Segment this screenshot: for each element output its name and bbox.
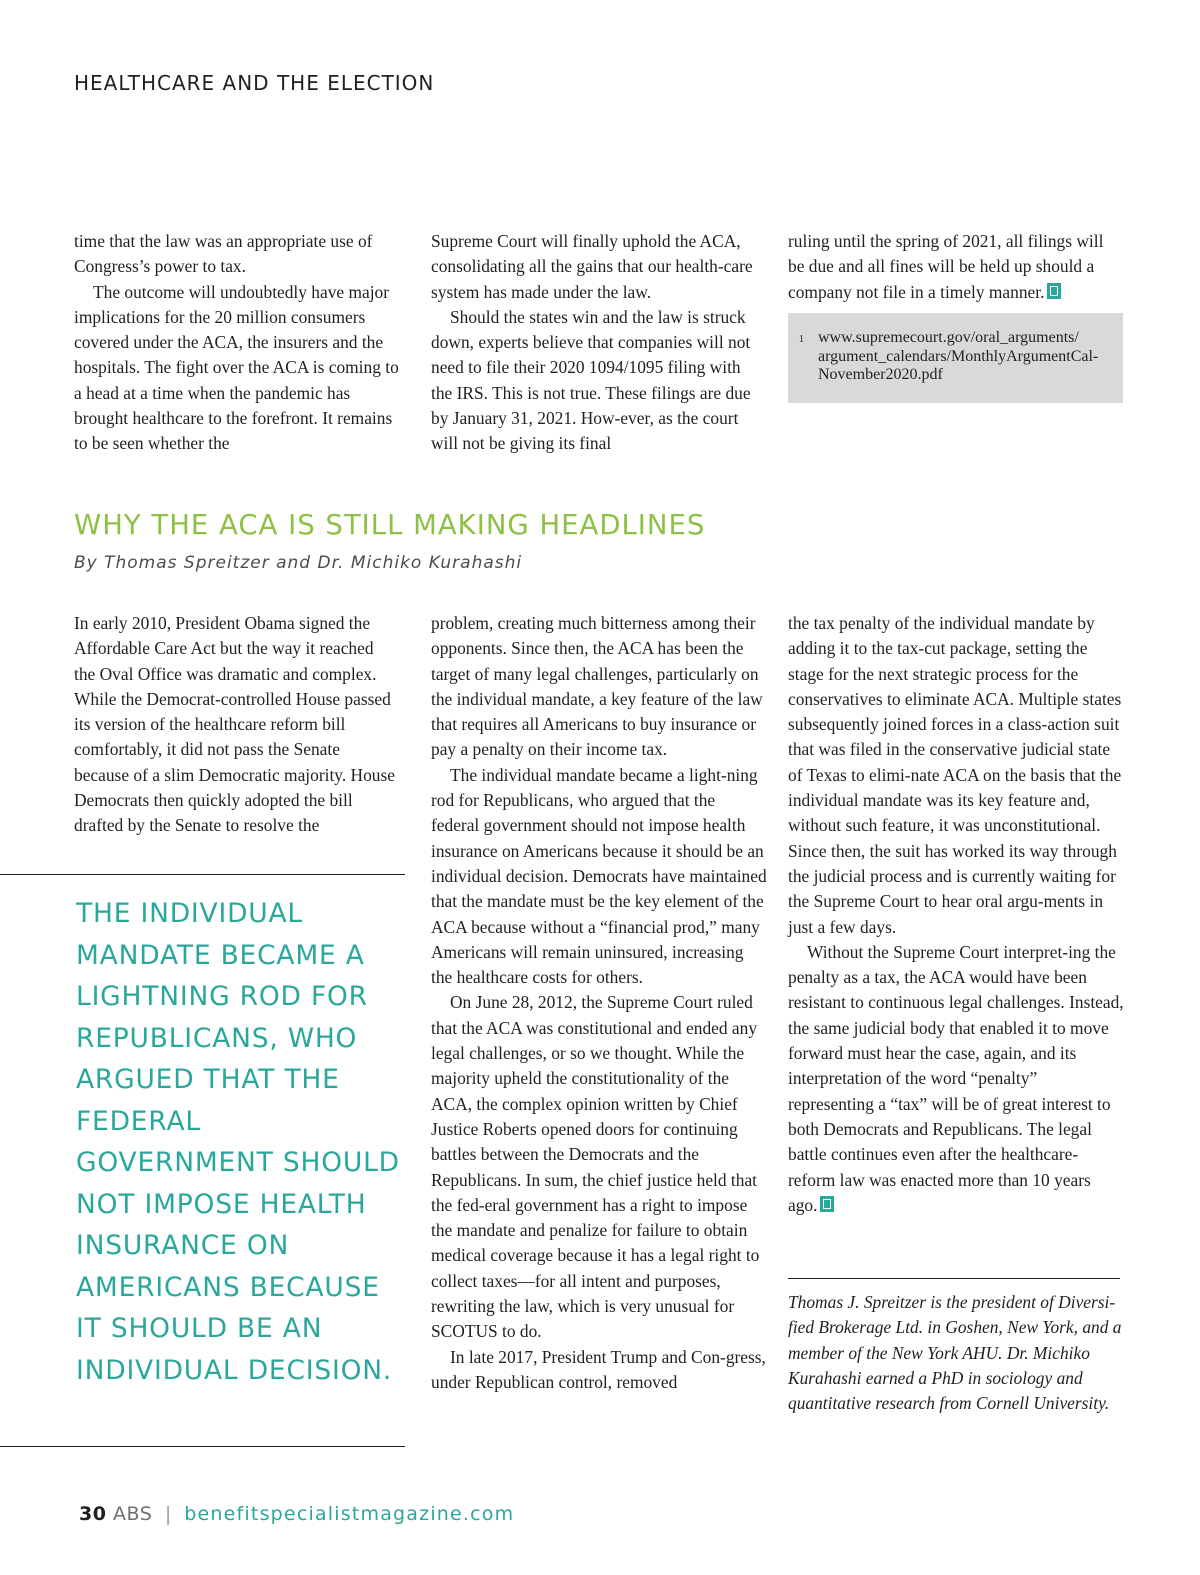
paragraph: On June 28, 2012, the Supreme Court ruled that the ACA was constitutional and ended any legal challenges, or so we thought. While the majority upheld the constitutionality of the ACA, the complex opinion written by Chief Justice Roberts opened doors for continuing battles between the Democrats and the Republicans. In sum, the chief justice held that the fed-eral government has a right to impose the mandate and penalize for failure to obtain medical coverage because it has a legal right to collect taxes—for all intent and purposes, rewriting the law, which is very unusual for SCOTUS to do. — [431, 992, 760, 1342]
paragraph: The outcome will undoubtedly have major implications for the 20 million consumers covered under the ACA, the insurers and the hospitals. The fight over the ACA is coming to a head at a time when the pandemic has brought healthcare to the forefront. It remains to be seen whether the — [74, 281, 399, 454]
article-column-2 — [431, 611, 767, 1395]
footer-url[interactable]: benefitspecialistmagazine.com — [184, 1503, 515, 1525]
pullquote-bottom-rule — [0, 1446, 405, 1447]
article-column-1 — [74, 611, 396, 839]
top-column-1 — [74, 229, 406, 457]
author-bio: Thomas J. Spreitzer is the president of Diversi-fied Brokerage Ltd. in Goshen, New York, and a member of the New York AHU. Dr. Michiko Kurahashi earned a PhD in sociology and quantitative research from Cornell University. — [788, 1292, 1122, 1414]
pullquote-top-rule — [0, 874, 405, 875]
article-column-3 — [788, 611, 1124, 1218]
paragraph: In late 2017, President Trump and Con-gress, under Republican control, removed — [431, 1346, 766, 1392]
footer-separator: | — [164, 1503, 172, 1525]
paragraph: problem, creating much bitterness among their opponents. Since then, the ACA has been the target of many legal challenges, particularly on the individual mandate, a key feature of the law that requires all Americans to buy insurance or pay a penalty on their income tax. — [431, 613, 763, 760]
footnote — [788, 313, 1123, 403]
pullquote: THE INDIVIDUAL MANDATE BECAME A LIGHTNING ROD FOR REPUBLICANS, WHO ARGUED THAT THE FEDERAL GOVERNMENT SHOULD NOT IMPOSE HEALTH INSURANCE ON AMERICANS BECAUSE IT SHOULD BE AN INDIVIDUAL DECISION. — [76, 898, 400, 1386]
bio-rule — [788, 1278, 1120, 1279]
paragraph: Supreme Court will finally uphold the ACA, consolidating all the gains that our health-care system has made under the law. — [431, 231, 753, 302]
paragraph — [788, 940, 1124, 1218]
paragraph-text: Without the Supreme Court interpret-ing the penalty as a tax, the ACA would have been resistant to continuous legal challenges. Instead, the same judicial body that enabled it to move forward must hear the case, again, and its interpretation of the word “penalty” representing a “tax” will be of great interest to both Democrats and Republicans. The legal battle continues even after the healthcare-reform law was enacted more than 10 years ago. — [788, 941, 1124, 1215]
publication-name: ABS — [113, 1503, 153, 1525]
paragraph — [788, 229, 1124, 305]
footnote-text: www.supremecourt.gov/oral_arguments/ argument_calendars/MonthlyArgumentCal-November2020.pdf — [818, 329, 1099, 383]
top-column-2 — [431, 229, 765, 457]
paragraph: In early 2010, President Obama signed the Affordable Care Act but the way it reached the Oval Office was dramatic and complex. While the Democrat-controlled House passed its version of the healthcare reform bill comfortably, it did not pass the Senate because of a slim Democratic majority. House Democrats then quickly adopted the bill drafted by the Senate to resolve the — [74, 613, 395, 836]
page-number: 30 — [79, 1503, 107, 1525]
abs-end-mark-icon — [1047, 283, 1061, 299]
article-headline: WHY THE ACA IS STILL MAKING HEADLINES — [74, 509, 706, 541]
paragraph: The individual mandate became a light-ning rod for Republicans, who argued that the federal government should not impose health insurance on Americans because it should be an individual decision. Democrats have maintained that the mandate must be the key element of the ACA because without a “financial prod,” many Americans will remain uninsured, increasing the healthcare costs for others. — [431, 764, 767, 988]
section-header: HEALTHCARE AND THE ELECTION — [74, 71, 435, 95]
paragraph-text: ruling until the spring of 2021, all filings will be due and all fines will be held up should a company not file in a timely manner. — [788, 231, 1104, 302]
top-column-3 — [788, 229, 1124, 305]
paragraph: the tax penalty of the individual mandate by adding it to the tax-cut package, setting the stage for the next strategic process for the conservatives to eliminate ACA. Multiple states subsequently joined forces in a class-action suit that was filed in the conservative judicial state of Texas to elimi-nate ACA on the basis that the individual mandate was its key feature and, without such feature, it was unconstitutional. Since then, the suit has worked its way through the judicial process and is currently waiting for the Supreme Court to hear oral argu-ments in just a few days. — [788, 613, 1122, 937]
article-byline: By Thomas Spreitzer and Dr. Michiko Kurahashi — [74, 553, 523, 573]
footnote-number: 1 — [799, 334, 804, 345]
paragraph: Should the states win and the law is struck down, experts believe that companies will not need to file their 2020 1094/1095 filing with the IRS. This is not true. These filings are due by January 31, 2021. How-ever, as the court will not be giving its final — [431, 306, 751, 454]
page-footer — [79, 1503, 514, 1525]
paragraph: time that the law was an appropriate use of Congress’s power to tax. — [74, 231, 373, 277]
abs-end-mark-icon — [820, 1196, 834, 1212]
